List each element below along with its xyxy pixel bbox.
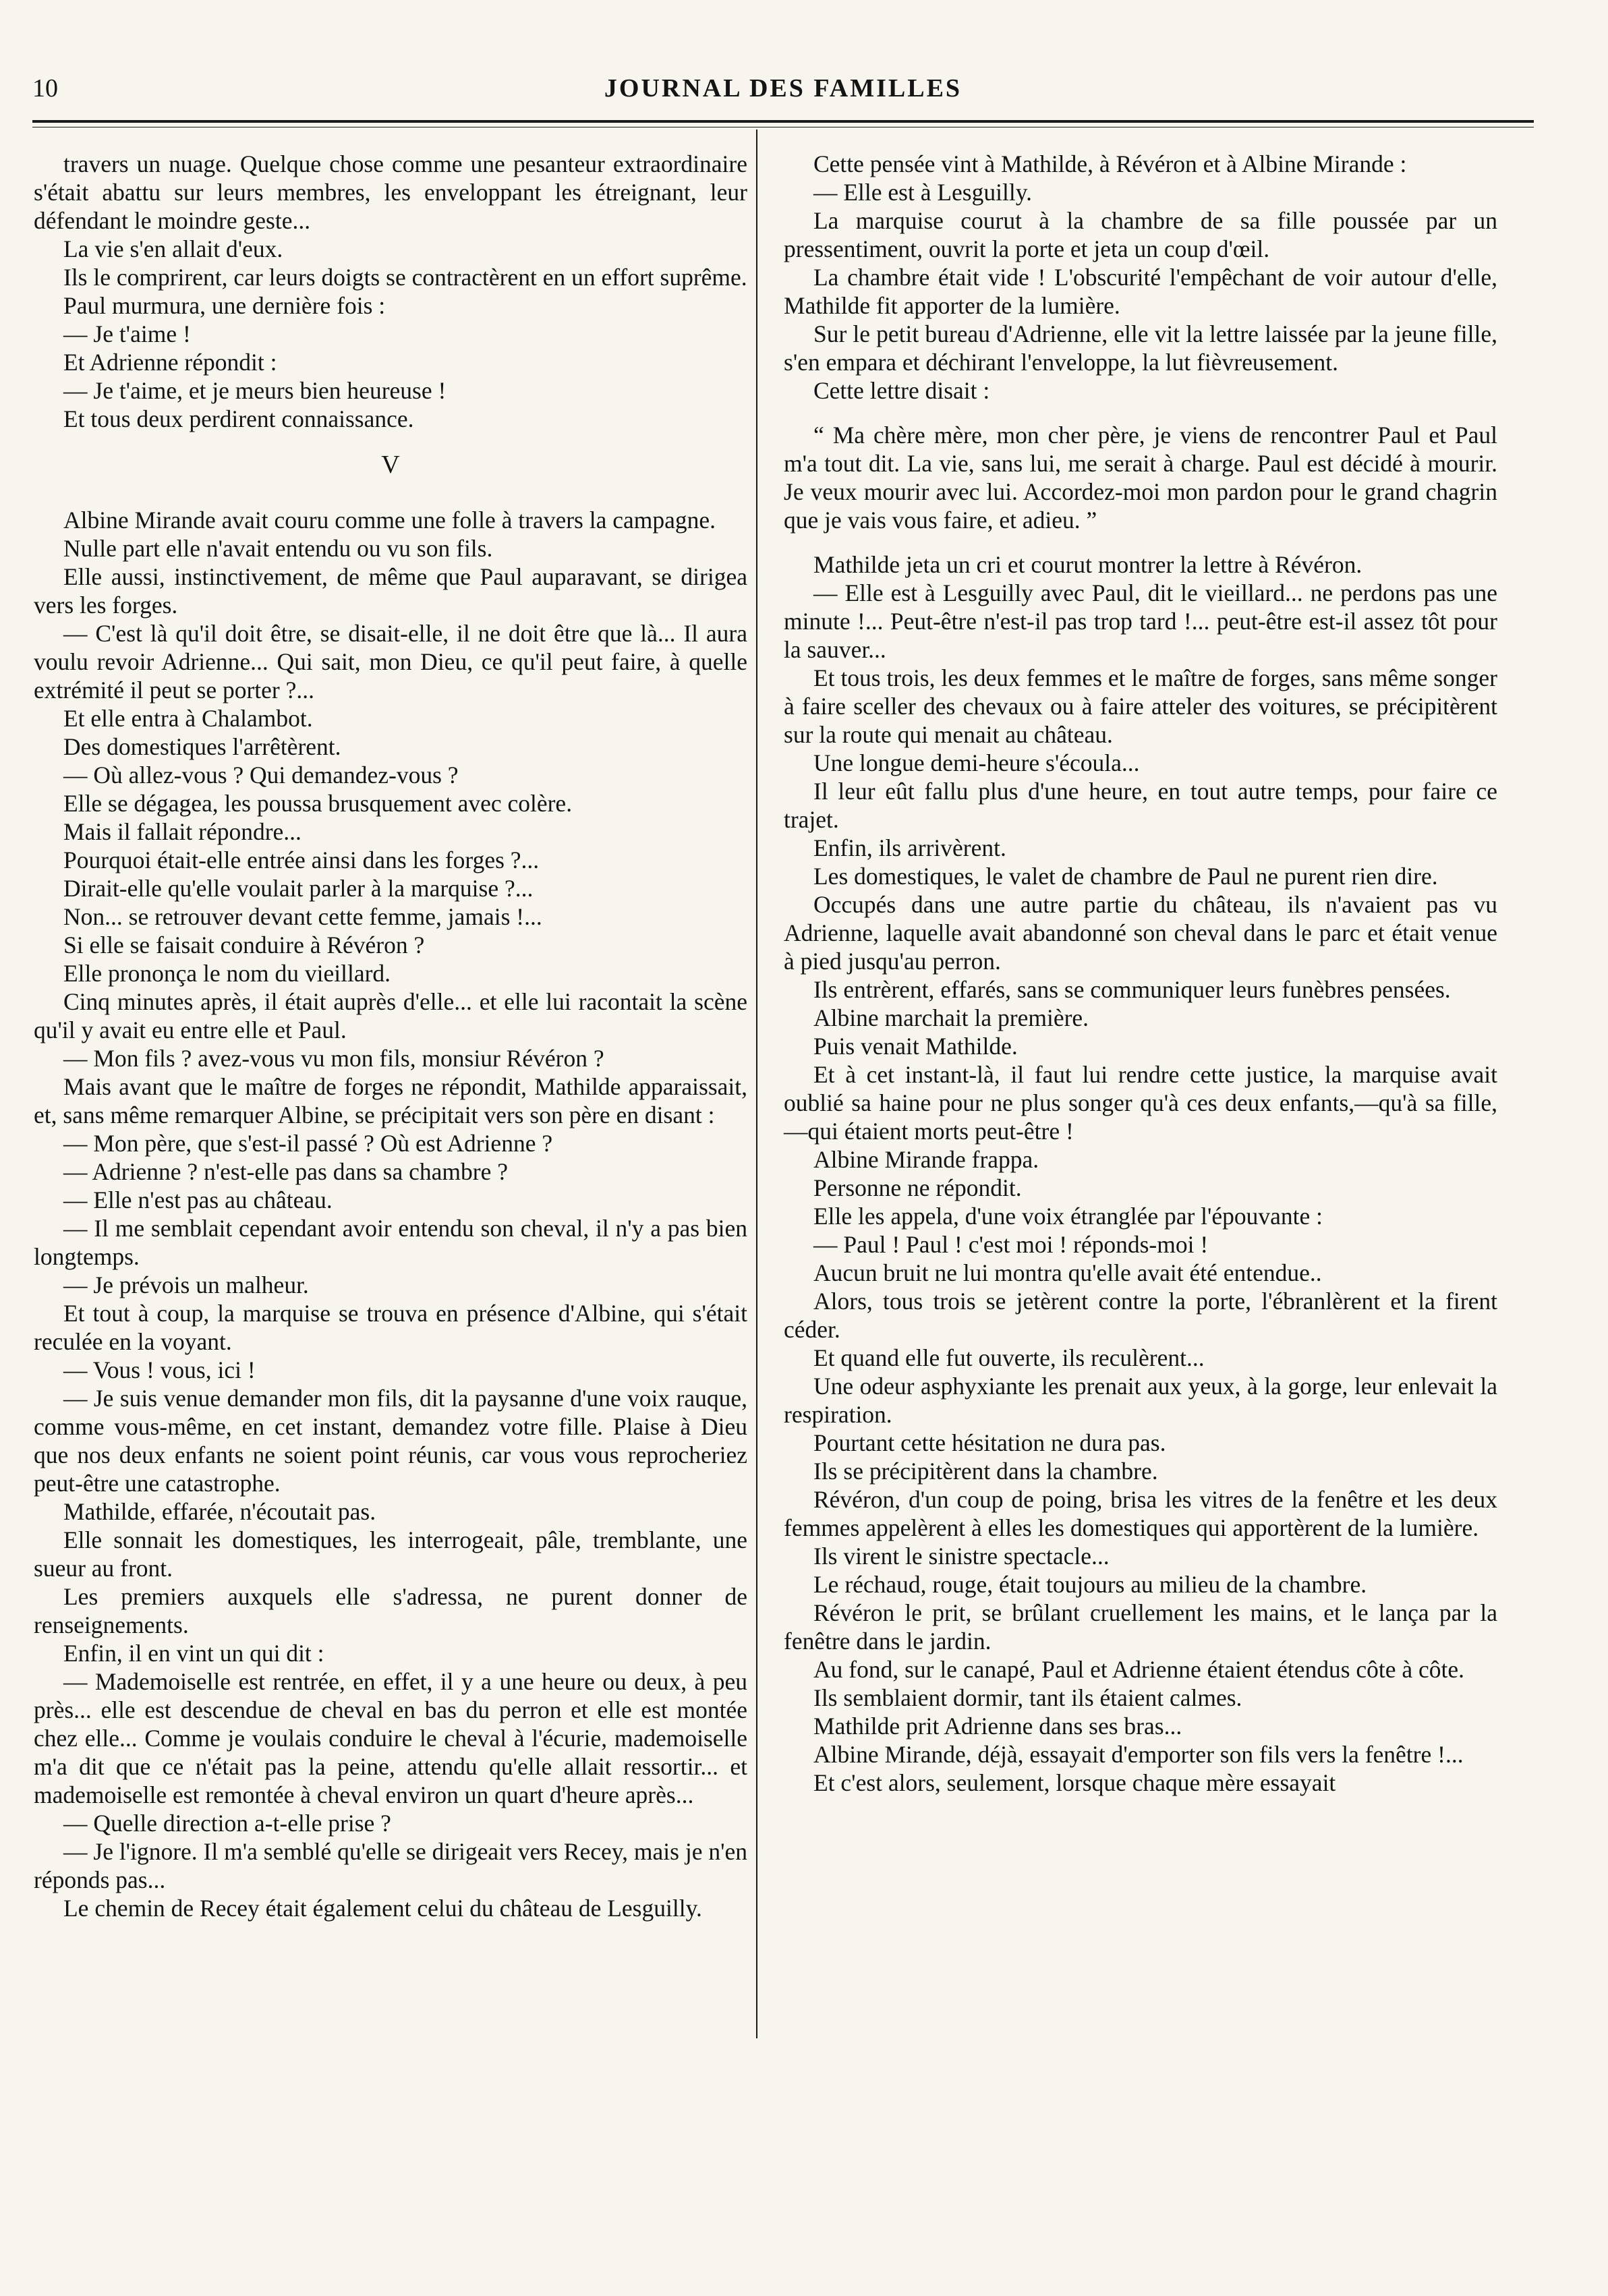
paragraph: Non... se retrouver devant cette femme, jamais !... (63, 903, 542, 930)
paragraph: Elle aussi, instinctivement, de même que Paul auparavant, se dirigea vers les forges. (34, 563, 747, 619)
paragraph: Albine Mirande, déjà, essayait d'emporter son fils vers la fenêtre !... (813, 1741, 1464, 1768)
paragraph: La vie s'en allait d'eux. (63, 235, 283, 262)
paragraph: — Je prévois un malheur. (63, 1271, 309, 1298)
paragraph: — Elle n'est pas au château. (63, 1186, 333, 1213)
paragraph: Mathilde, effarée, n'écoutait pas. (63, 1498, 376, 1525)
page-number: 10 (32, 74, 58, 103)
paragraph: Si elle se faisait conduire à Révéron ? (63, 931, 425, 958)
paragraph: Aucun bruit ne lui montra qu'elle avait été entendue.. (813, 1259, 1322, 1286)
paragraph: Révéron le prit, se brûlant cruellement les mains, et le lança par la fenêtre dans le jardin. (784, 1599, 1497, 1655)
paragraph: — Elle est à Lesguilly. (813, 179, 1033, 206)
right-column (784, 150, 1497, 1797)
paragraph: Une longue demi-heure s'écoula... (813, 749, 1140, 776)
paragraph: Et Adrienne répondit : (63, 349, 277, 376)
paragraph: Personne ne répondit. (813, 1174, 1022, 1201)
paragraph: Enfin, ils arrivèrent. (813, 834, 1006, 861)
paragraph: — Adrienne ? n'est-elle pas dans sa chambre ? (63, 1158, 508, 1185)
paragraph: Pourquoi était-elle entrée ainsi dans les forges ?... (63, 846, 540, 873)
paragraph: Alors, tous trois se jetèrent contre la porte, l'ébranlèrent et la firent céder. (784, 1288, 1497, 1343)
paragraph: Et c'est alors, seulement, lorsque chaque mère essayait (813, 1769, 1336, 1796)
paragraph: — Mon fils ? avez-vous vu mon fils, monsiur Révéron ? (63, 1045, 604, 1072)
paragraph: Albine Mirande frappa. (813, 1146, 1039, 1173)
paragraph: Occupés dans une autre partie du château, ils n'avaient pas vu Adrienne, laquelle avait abandonné son cheval dans le parc et était venue à pied jusqu'au perron. (784, 891, 1497, 975)
paragraph: Et tout à coup, la marquise se trouva en présence d'Albine, qui s'était reculée en la voyant. (34, 1300, 747, 1355)
paragraph: — Où allez-vous ? Qui demandez-vous ? (63, 762, 459, 788)
paragraph: — Mon père, que s'est-il passé ? Où est Adrienne ? (63, 1130, 553, 1157)
paragraph: — Mademoiselle est rentrée, en effet, il y a une heure ou deux, à peu près... elle est descendue de cheval en bas du perron et elle est montée chez elle... Comme je voulais conduire le cheval à l'écurie, mademoiselle m'a dit que ce n'était pas la peine, attendu qu'elle allait ressortir... et mademoiselle est remontée à cheval environ un quart d'heure après... (34, 1668, 747, 1808)
paragraph: Ils se précipitèrent dans la chambre. (813, 1458, 1158, 1485)
quoted-letter: “ Ma chère mère, mon cher père, je viens de rencontrer Paul et Paul m'a tout dit. La vie, sans lui, me serait à charge. Paul est décidé à mourir. Je veux mourir avec lui. Accordez-moi mon pardon pour le grand chagrin que je vais vous faire, et adieu. ” (784, 422, 1497, 534)
paragraph: Albine marchait la première. (813, 1004, 1089, 1031)
paragraph: Mathilde jeta un cri et courut montrer la lettre à Révéron. (813, 551, 1362, 578)
paragraph: Albine Mirande avait couru comme une folle à travers la campagne. (63, 507, 716, 534)
paragraph: — Quelle direction a-t-elle prise ? (63, 1810, 391, 1837)
paragraph: Puis venait Mathilde. (813, 1033, 1018, 1060)
paragraph: Enfin, il en vint un qui dit : (63, 1640, 324, 1667)
paragraph: Paul murmura, une dernière fois : (63, 292, 386, 319)
paragraph: — Je t'aime, et je meurs bien heureuse ! (63, 377, 447, 404)
paragraph: — Vous ! vous, ici ! (63, 1356, 256, 1383)
paragraph: Pourtant cette hésitation ne dura pas. (813, 1429, 1166, 1456)
paragraph: Elle prononça le nom du vieillard. (63, 960, 391, 987)
paragraph: Et tous deux perdirent connaissance. (63, 405, 414, 432)
paragraph: La chambre était vide ! L'obscurité l'empêchant de voir autour d'elle, Mathilde fit apporter de la lumière. (784, 264, 1497, 319)
paragraph: Dirait-elle qu'elle voulait parler à la marquise ?... (63, 875, 534, 902)
paragraph: Le chemin de Recey était également celui du château de Lesguilly. (63, 1895, 702, 1922)
paragraph: — Je l'ignore. Il m'a semblé qu'elle se dirigeait vers Recey, mais je n'en réponds pas... (34, 1838, 748, 1893)
paragraph: Ils entrèrent, effarés, sans se communiquer leurs funèbres pensées. (813, 976, 1451, 1003)
paragraph: — Je suis venue demander mon fils, dit la paysanne d'une voix rauque, comme vous-même, en cet instant, demandez votre fille. Plaise à Dieu que nos deux enfants ne soient point réunis, car vous vous reprocheriez peut-être une catastrophe. (34, 1385, 747, 1497)
header-rule-thick (32, 120, 1534, 123)
paragraph: Mais avant que le maître de forges ne répondit, Mathilde apparaissait, et, sans même remarquer Albine, se précipitait vers son père en disant : (34, 1073, 747, 1128)
paragraph: Les premiers auxquels elle s'adressa, ne purent donner de renseignements. (34, 1583, 747, 1638)
left-column (34, 150, 747, 1922)
paragraph: Et elle entra à Chalambot. (63, 705, 313, 732)
paragraph: La marquise courut à la chambre de sa fille poussée par un pressentiment, ouvrit la porte et jeta un coup d'œil. (784, 207, 1497, 262)
paragraph: Une odeur asphyxiante les prenait aux yeux, à la gorge, leur enlevait la respiration. (784, 1373, 1497, 1428)
paragraph: Et à cet instant-là, il faut lui rendre cette justice, la marquise avait oublié sa haine pour ne plus songer qu'à ces deux enfants,—qu'à sa fille,—qui étaient morts peut-être ! (784, 1061, 1497, 1145)
paragraph: Elle les appela, d'une voix étranglée par l'épouvante : (813, 1203, 1323, 1230)
paragraph: Sur le petit bureau d'Adrienne, elle vit la lettre laissée par la jeune fille, s'en empara et déchirant l'enveloppe, la lut fièvreusement. (784, 320, 1497, 376)
paragraph: Cette lettre disait : (813, 377, 990, 404)
column-divider (756, 130, 757, 2038)
page-header (32, 65, 1534, 112)
paragraph: — Elle est à Lesguilly avec Paul, dit le vieillard... ne perdons pas une minute !... Peut-être n'est-il pas trop tard !... peut-être est-il assez tôt pour la sauver... (784, 579, 1497, 663)
paragraph: Elle se dégagea, les poussa brusquement avec colère. (63, 790, 573, 817)
paragraph: — C'est là qu'il doit être, se disait-elle, il ne doit être que là... Il aura voulu revoir Adrienne... Qui sait, mon Dieu, ce qu'il peut faire, à quelle extrémité il peut se porter ?... (34, 620, 747, 704)
paragraph: Et tous trois, les deux femmes et le maître de forges, sans même songer à faire sceller des chevaux ou à faire atteler des voitures, se précipitèrent sur la route qui menait au château. (784, 664, 1497, 748)
paragraph: Mathilde prit Adrienne dans ses bras... (813, 1713, 1182, 1740)
paragraph: — Paul ! Paul ! c'est moi ! réponds-moi ! (813, 1231, 1209, 1258)
paragraph: Ils semblaient dormir, tant ils étaient calmes. (813, 1684, 1242, 1711)
paragraph: Les domestiques, le valet de chambre de Paul ne purent rien dire. (813, 863, 1438, 890)
paragraph: Et quand elle fut ouverte, ils reculèrent... (813, 1344, 1205, 1371)
paragraph: Des domestiques l'arrêtèrent. (63, 733, 341, 760)
paragraph: Le réchaud, rouge, était toujours au milieu de la chambre. (813, 1571, 1367, 1598)
paragraph: Mais il fallait répondre... (63, 818, 302, 845)
paragraph: Elle sonnait les domestiques, les interrogeait, pâle, tremblante, une sueur au front. (34, 1526, 747, 1582)
paragraph: Au fond, sur le canapé, Paul et Adrienne étaient étendus côte à côte. (813, 1656, 1465, 1683)
paragraph: Ils le comprirent, car leurs doigts se contractèrent en un effort suprême. (63, 264, 747, 291)
paragraph: — Il me semblait cependant avoir entendu son cheval, il n'y a pas bien longtemps. (34, 1215, 747, 1270)
paragraph: Révéron, d'un coup de poing, brisa les vitres de la fenêtre et les deux femmes appelèrent à elles les domestiques qui apportèrent de la lumière. (784, 1486, 1497, 1541)
paragraph: Ils virent le sinistre spectacle... (813, 1543, 1110, 1570)
paragraph: Nulle part elle n'avait entendu ou vu son fils. (63, 535, 493, 562)
paragraph: Cette pensée vint à Mathilde, à Révéron et à Albine Mirande : (813, 150, 1407, 177)
paragraph: Cinq minutes après, il était auprès d'elle... et elle lui racontait la scène qu'il y avait eu entre elle et Paul. (34, 988, 747, 1043)
chapter-heading: V (381, 451, 400, 479)
journal-title: JOURNAL DES FAMILLES (604, 74, 963, 103)
paragraph: travers un nuage. Quelque chose comme une pesanteur extraordinaire s'était abattu sur leurs membres, les enveloppant les étreignant, leur défendant le moindre geste... (34, 150, 747, 234)
paragraph: — Je t'aime ! (63, 320, 191, 347)
paragraph: Il leur eût fallu plus d'une heure, en tout autre temps, pour faire ce trajet. (784, 778, 1497, 833)
